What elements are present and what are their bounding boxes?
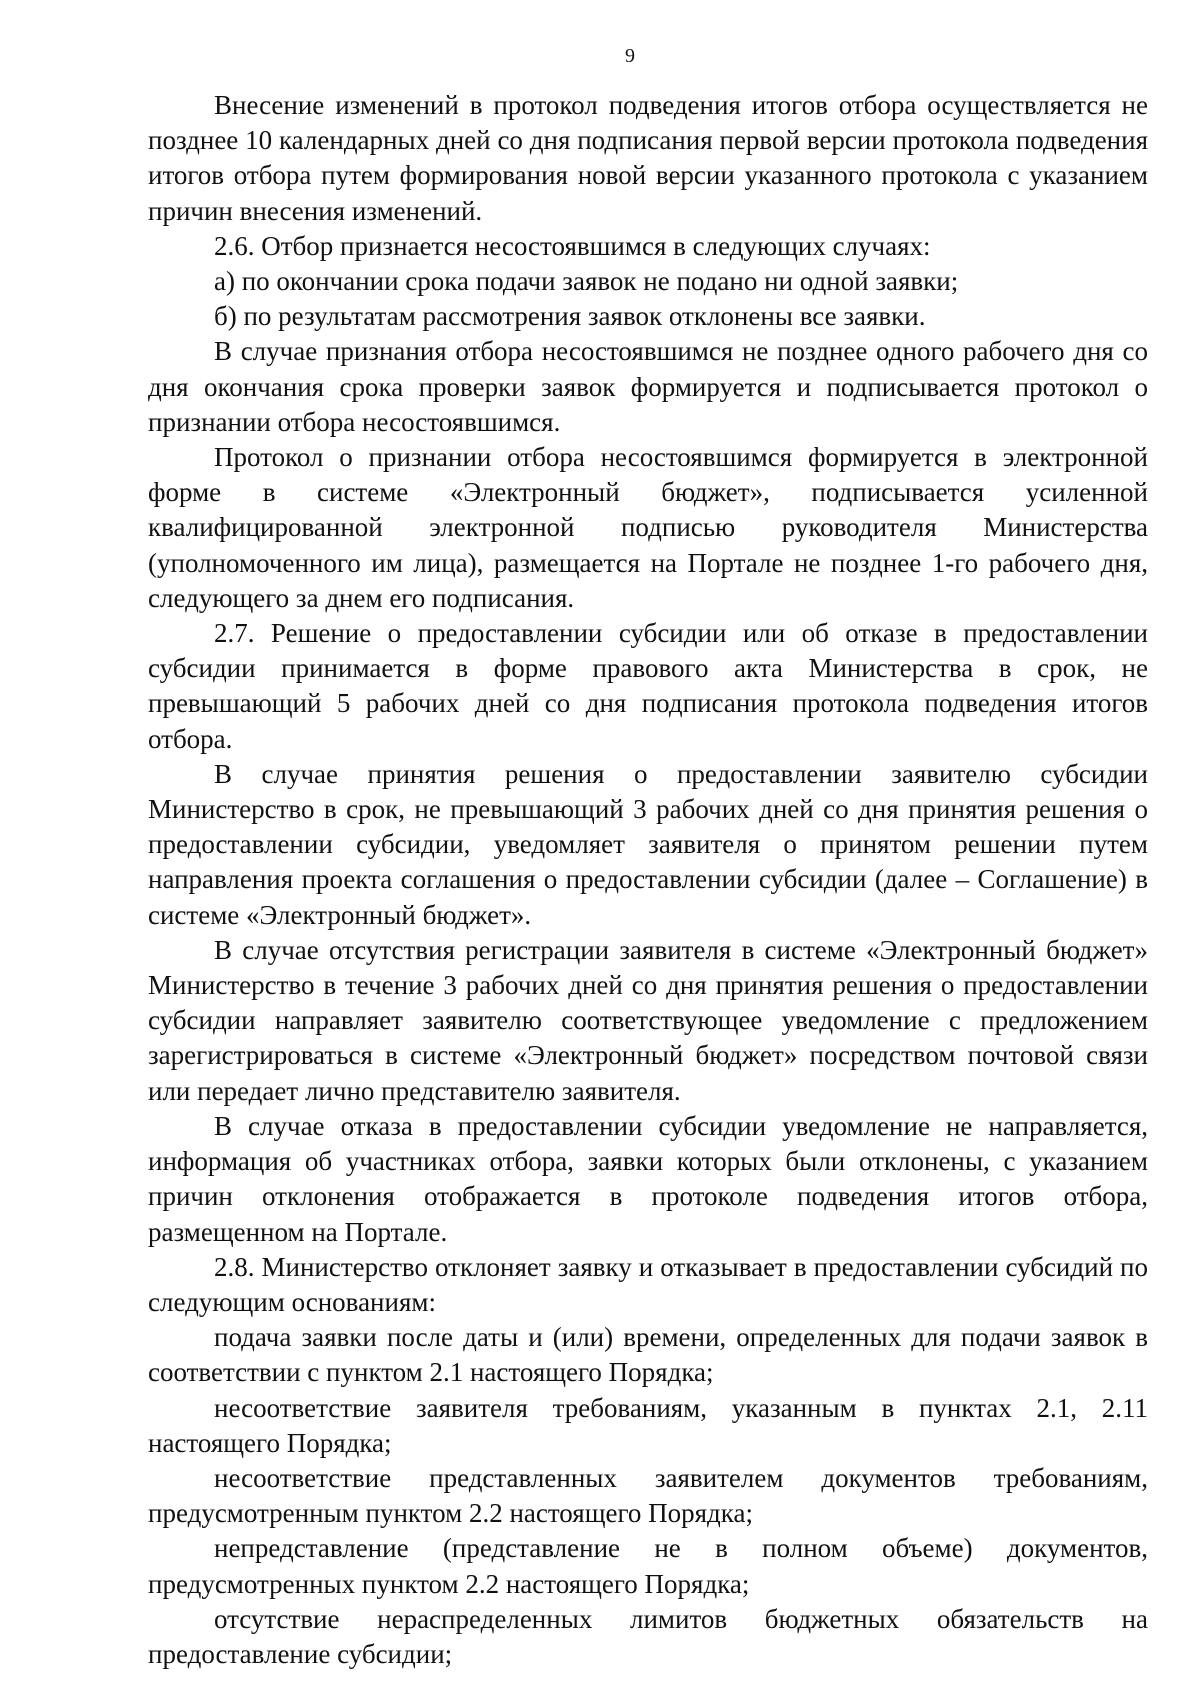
paragraph-2-8: 2.8. Министерство отклоняет заявку и отказывает в предоставлении субсидий по следующим основаниям:	[148, 1251, 1148, 1317]
paragraph-failed-selection: В случае признания отбора несостоявшимся не позднее одного рабочего дня со дня окончания срока проверки заявок формируется и подписывается протокол о признании отбора несостоявшимся.	[148, 336, 1148, 437]
paragraph-registration-absence: В случае отсутствия регистрации заявителя в системе «Электронный бюджет» Министерство в течение 3 рабочих дней со дня принятия решения о предоставлении субсидии направляет заявителю соответствующее уведомление с предложением зарегистрироваться в системе «Электронный бюджет» посредством почтовой связи или передает лично представителю заявителя.	[148, 934, 1148, 1106]
document-body	[148, 88, 1148, 1672]
paragraph-decision-notice: В случае принятия решения о предоставлении заявителю субсидии Министерство в срок, не превышающий 3 рабочих дней со дня принятия решения о предоставлении субсидии, уведомляет заявителя о принятом решении путем направления проекта соглашения о предоставлении субсидии (далее – Соглашение) в системе «Электронный бюджет».	[148, 758, 1148, 930]
reason-requirements-mismatch: несоответствие заявителя требованиям, указанным в пунктах 2.1, 2.11 настоящего Порядка;	[148, 1392, 1148, 1458]
paragraph-protocol-changes: Внесение изменений в протокол подведения итогов отбора осуществляется не позднее 10 календарных дней со дня подписания первой версии протокола подведения итогов отбора путем формирования новой версии указанного протокола с указанием причин внесения изменений.	[148, 90, 1148, 226]
reason-documents-missing: непредставление (представление не в полном объеме) документов, предусмотренных пунктом 2.2 настоящего Порядка;	[148, 1533, 1148, 1599]
reason-late-submission: подача заявки после даты и (или) времени, определенных для подачи заявок в соответствии с пунктом 2.1 настоящего Порядка;	[148, 1322, 1148, 1388]
reason-no-limits: отсутствие нераспределенных лимитов бюджетных обязательств на предоставление субсидии;	[148, 1603, 1148, 1669]
list-item-b: б) по результатам рассмотрения заявок отклонены все заявки.	[214, 301, 926, 332]
paragraph-2-6: 2.6. Отбор признается несостоявшимся в следующих случаях:	[214, 230, 931, 261]
reason-documents-mismatch: несоответствие представленных заявителем документов требованиям, предусмотренным пунктом 2.2 настоящего Порядка;	[148, 1462, 1148, 1529]
paragraph-2-7: 2.7. Решение о предоставлении субсидии или об отказе в предоставлении субсидии принимается в форме правового акта Министерства в срок, не превышающий 5 рабочих дней со дня подписания протокола подведения итогов отбора.	[148, 618, 1148, 754]
paragraph-protocol-electronic: Протокол о признании отбора несостоявшимся формируется в электронной форме в системе «Электронный бюджет», подписывается усиленной квалифицированной электронной подписью руководителя Министерства (уполномоченного им лица), размещается на Портале не позднее 1-го рабочего дня, следующего за днем его подписания.	[148, 442, 1148, 613]
page-number: 9	[625, 45, 635, 67]
list-item-a: а) по окончании срока подачи заявок не подано ни одной заявки;	[214, 266, 959, 297]
paragraph-refusal-info: В случае отказа в предоставлении субсидии уведомление не направляется, информация об участниках отбора, заявки которых были отклонены, с указанием причин отклонения отображается в протоколе подведения итогов отбора, размещенном на Портале.	[148, 1110, 1148, 1247]
